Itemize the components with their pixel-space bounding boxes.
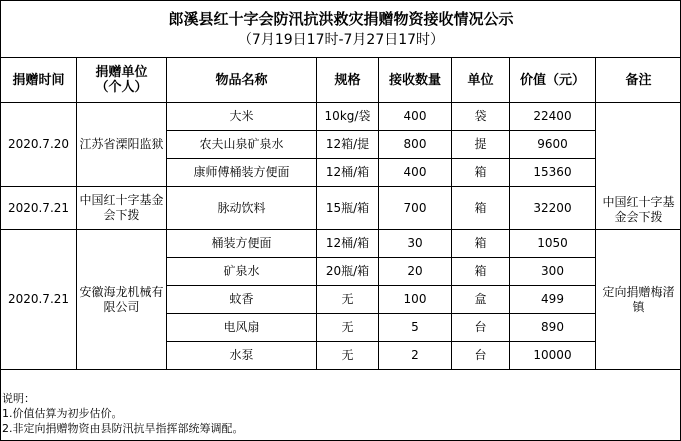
table-row xyxy=(1,230,681,258)
item-unit: 提 xyxy=(452,131,510,159)
item-value: 22400 xyxy=(510,103,596,131)
item-qty: 800 xyxy=(379,131,452,159)
page-subtitle: （7月19日17时-7月27日17时） xyxy=(237,32,445,48)
donor-name: 中国红十字基金会下拨 xyxy=(77,187,167,230)
item-unit: 箱 xyxy=(452,187,510,230)
item-name: 桶装方便面 xyxy=(167,230,317,258)
donation-date: 2020.7.21 xyxy=(1,230,77,370)
note-line: 2.非定向捐赠物资由县防汛抗旱指挥部统筹调配。 xyxy=(2,422,244,435)
item-unit: 箱 xyxy=(452,258,510,286)
item-unit: 台 xyxy=(452,314,510,342)
item-unit: 台 xyxy=(452,342,510,370)
header-row xyxy=(1,58,681,103)
item-spec: 15瓶/箱 xyxy=(317,187,379,230)
note-line: 1.价值估算为初步估价。 xyxy=(2,407,123,420)
donor-name: 江苏省溧阳监狱 xyxy=(77,103,167,187)
item-qty: 400 xyxy=(379,159,452,187)
item-qty: 30 xyxy=(379,230,452,258)
col-header-item: 物品名称 xyxy=(167,58,317,103)
item-qty: 100 xyxy=(379,286,452,314)
item-name: 水泵 xyxy=(167,342,317,370)
item-unit: 袋 xyxy=(452,103,510,131)
item-name: 蚊香 xyxy=(167,286,317,314)
item-value: 1050 xyxy=(510,230,596,258)
col-header-donor xyxy=(77,58,167,103)
item-name: 农夫山泉矿泉水 xyxy=(167,131,317,159)
donor-name: 安徽海龙机械有限公司 xyxy=(77,230,167,370)
item-name: 矿泉水 xyxy=(167,258,317,286)
table-row xyxy=(1,103,681,131)
item-value: 10000 xyxy=(510,342,596,370)
item-value: 300 xyxy=(510,258,596,286)
item-spec: 无 xyxy=(317,342,379,370)
table-row xyxy=(1,187,681,230)
page-title: 郎溪县红十字会防汛抗洪救灾捐赠物资接收情况公示 xyxy=(168,10,514,28)
item-name: 电风扇 xyxy=(167,314,317,342)
title-block xyxy=(1,1,681,58)
item-value: 32200 xyxy=(510,187,596,230)
item-qty: 20 xyxy=(379,258,452,286)
item-spec: 20瓶/箱 xyxy=(317,258,379,286)
item-qty: 2 xyxy=(379,342,452,370)
donation-date: 2020.7.20 xyxy=(1,103,77,187)
notes-heading: 说明： xyxy=(2,392,35,405)
item-value: 890 xyxy=(510,314,596,342)
item-name: 康师傅桶装方便面 xyxy=(167,159,317,187)
item-unit: 盒 xyxy=(452,286,510,314)
item-value: 9600 xyxy=(510,131,596,159)
col-header-date: 捐赠时间 xyxy=(1,58,77,103)
col-header-spec: 规格 xyxy=(317,58,379,103)
item-name: 脉动饮料 xyxy=(167,187,317,230)
item-spec: 12桶/箱 xyxy=(317,230,379,258)
item-qty: 700 xyxy=(379,187,452,230)
item-unit: 箱 xyxy=(452,230,510,258)
col-header-qty: 接收数量 xyxy=(379,58,452,103)
donation-date: 2020.7.21 xyxy=(1,187,77,230)
item-spec: 12桶/箱 xyxy=(317,159,379,187)
col-header-unit: 单位 xyxy=(452,58,510,103)
item-spec: 无 xyxy=(317,314,379,342)
remark: 定向捐赠梅渚镇 xyxy=(596,230,681,370)
item-spec: 12箱/提 xyxy=(317,131,379,159)
item-value: 15360 xyxy=(510,159,596,187)
item-unit: 箱 xyxy=(452,159,510,187)
item-spec: 无 xyxy=(317,286,379,314)
remark: 中国红十字基金会下拨 xyxy=(596,103,681,230)
item-name: 大米 xyxy=(167,103,317,131)
col-header-value: 价值（元） xyxy=(510,58,596,103)
col-header-donor-text: 捐赠单位 （个人） xyxy=(95,65,148,95)
notes-block xyxy=(2,391,678,436)
item-value: 499 xyxy=(510,286,596,314)
item-spec: 10kg/袋 xyxy=(317,103,379,131)
item-qty: 400 xyxy=(379,103,452,131)
item-qty: 5 xyxy=(379,314,452,342)
col-header-remark: 备注 xyxy=(596,58,681,103)
